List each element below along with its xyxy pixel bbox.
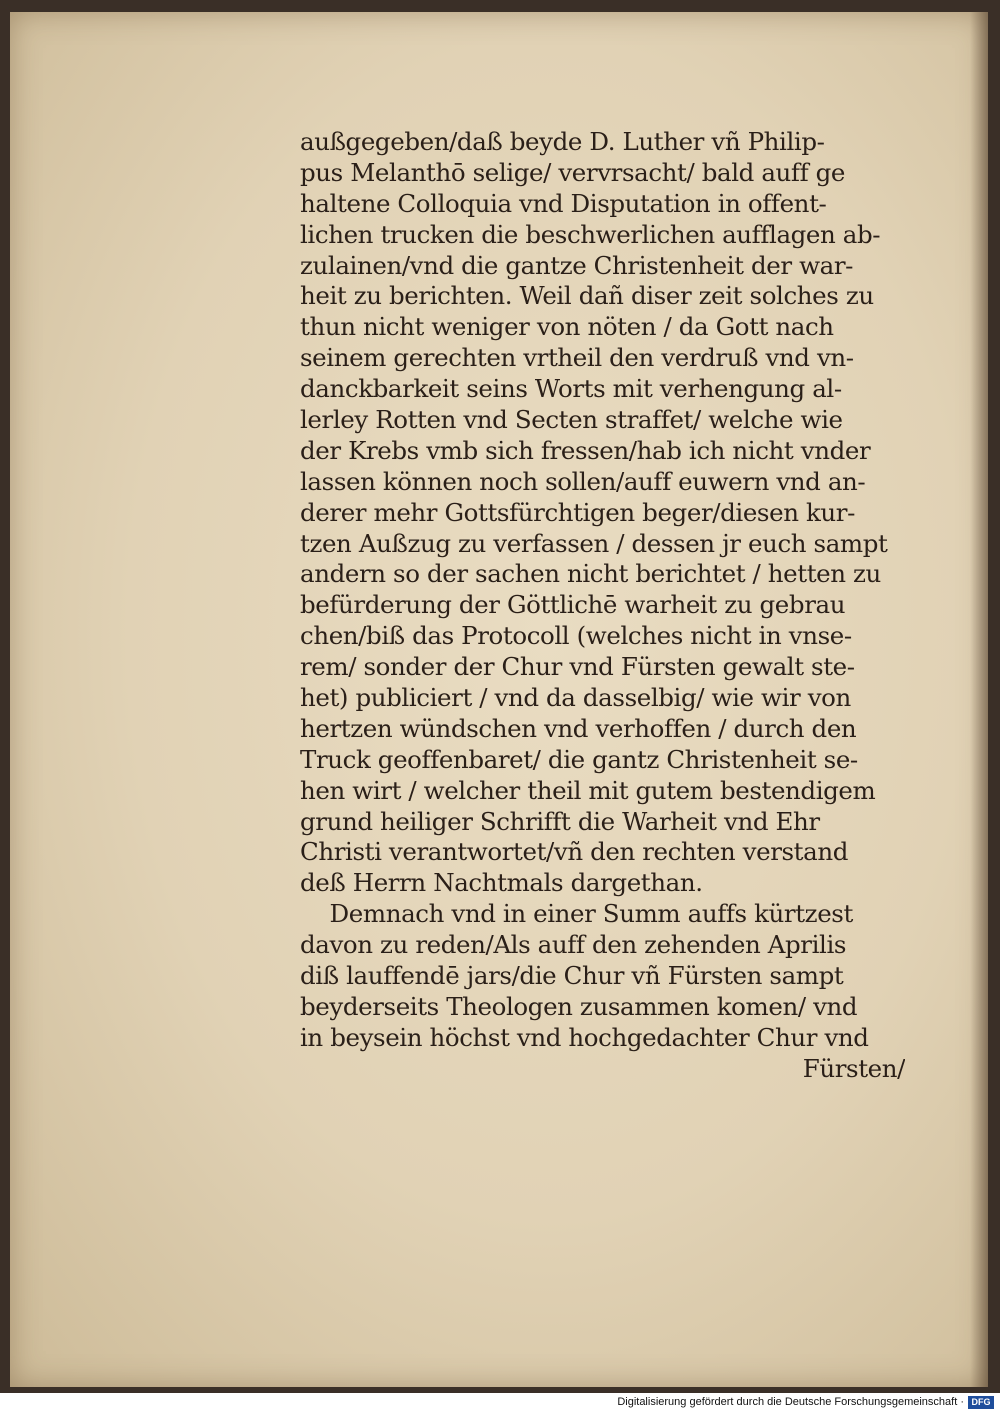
text-line: chen/biß das Protocoll (welches nicht in vnse- — [300, 621, 852, 651]
page-text-block — [300, 127, 905, 1085]
text-line: het) publiciert / vnd da dasselbig/ wie wir von — [300, 683, 851, 713]
text-line: befürderung der Göttlichē warheit zu gebrau — [300, 590, 846, 620]
text-line: derer mehr Gottsfürchtigen beger/diesen kur- — [300, 497, 855, 527]
text-line: seinem gerechten vrtheil den verdruß vnd vn- — [300, 343, 854, 373]
paragraph-start-line: Demnach vnd in einer Summ auffs kürtzest — [300, 899, 853, 929]
text-line: Truck geoffenbaret/ die gantz Christenheit se- — [300, 744, 858, 774]
footer-bar — [0, 1393, 1000, 1413]
text-line: diß lauffendē jars/die Chur vñ Fürsten sampt — [300, 961, 844, 991]
text-line: haltene Colloquia vnd Disputation in offent- — [300, 188, 827, 218]
text-line: grund heiliger Schrifft die Warheit vnd Ehr — [300, 806, 820, 836]
text-line: in beysein höchst vnd hochgedachter Chur vnd — [300, 1022, 869, 1052]
text-line: pus Melanthō selige/ vervrsacht/ bald auff ge — [300, 157, 846, 187]
text-line: der Krebs vmb sich fressen/hab ich nicht vnder — [300, 435, 871, 465]
text-line: thun nicht weniger von nöten / da Gott nach — [300, 312, 834, 342]
text-line: davon zu reden/Als auff den zehenden Aprilis — [300, 930, 847, 960]
text-line: heit zu berichten. Weil dañ diser zeit solches zu — [300, 281, 874, 311]
text-line: andern so der sachen nicht berichtet / hetten zu — [300, 559, 881, 589]
text-line: tzen Außzug zu verfassen / dessen jr euch sampt — [300, 528, 888, 558]
text-line: deß Herrn Nachtmals dargethan. — [300, 868, 703, 898]
text-line: rem/ sonder der Chur vnd Fürsten gewalt ste- — [300, 652, 855, 682]
funding-credit-text: Digitalisierung gefördert durch die Deutsche Forschungsgemeinschaft · — [617, 1396, 964, 1408]
text-line: lerley Rotten vnd Secten straffet/ welche wie — [300, 405, 843, 435]
text-line: danckbarkeit seins Worts mit verhengung al- — [300, 374, 842, 404]
catchword: Fürsten/ — [802, 1053, 905, 1083]
text-line: hertzen wündschen vnd verhoffen / durch den — [300, 713, 857, 743]
dfg-logo: DFG — [968, 1396, 994, 1409]
text-line: lassen können noch sollen/auff euwern vnd an- — [300, 466, 866, 496]
text-line: hen wirt / welcher theil mit gutem bestendigem — [300, 775, 876, 805]
text-line: außgegeben/daß beyde D. Luther vñ Philip- — [300, 127, 825, 156]
page-gutter-shadow — [970, 12, 988, 1387]
text-line: zulainen/vnd die gantze Christenheit der war- — [300, 250, 854, 280]
text-line: Christi verantwortet/vñ den rechten verstand — [300, 837, 848, 867]
text-line: lichen trucken die beschwerlichen aufflagen ab- — [300, 219, 881, 249]
text-line: beyderseits Theologen zusammen komen/ vnd — [300, 991, 858, 1021]
